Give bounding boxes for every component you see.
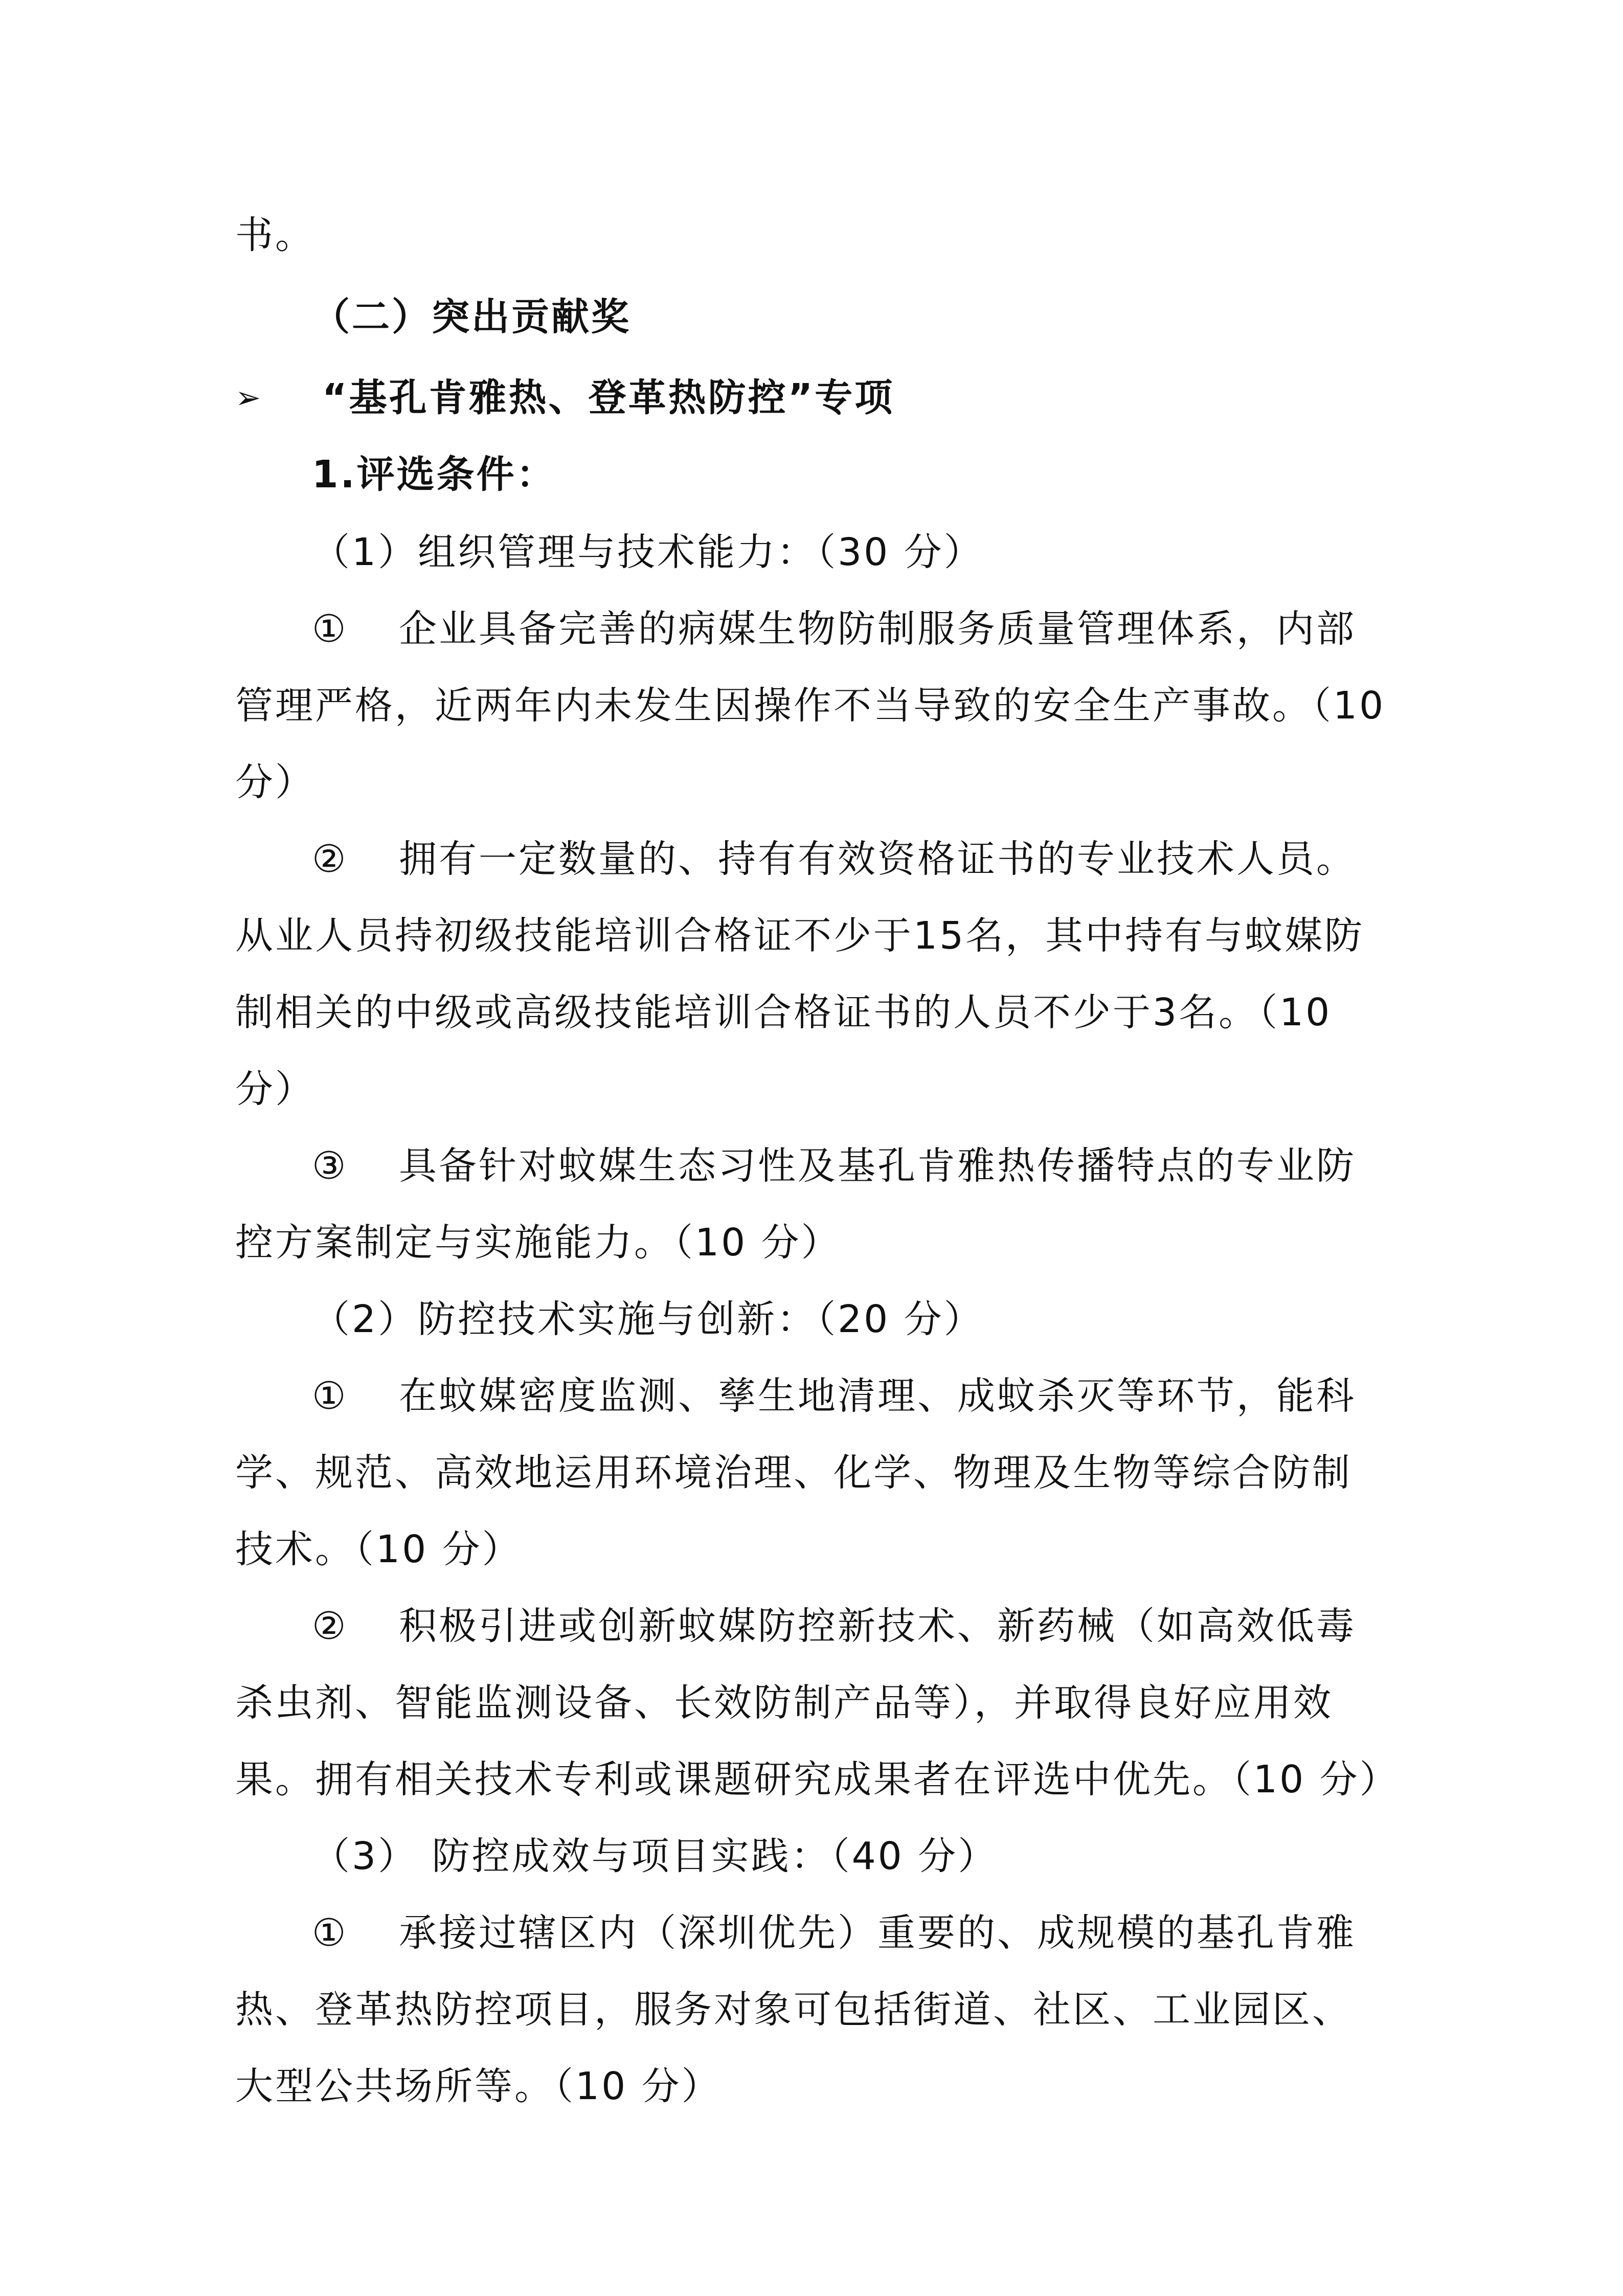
paragraph-text: 积极引进或创新蚊媒防控新技术、新药械（如高效低毒 — [399, 1604, 1356, 1648]
paragraph-line: 管理严格，近两年内未发生因操作不当导致的安全生产事故。（10 — [235, 684, 1386, 728]
paragraph-text: 具备针对蚊媒生态习性及基孔肯雅热传播特点的专业防 — [399, 1144, 1356, 1188]
paragraph-line: 制相关的中级或高级技能培训合格证书的人员不少于3名。（10 — [235, 991, 1332, 1034]
paragraph-line: 学、规范、高效地运用环境治理、化学、物理及生物等综合防制 — [235, 1451, 1352, 1495]
paragraph-line: 果。拥有相关技术专利或课题研究成果者在评选中优先。（10 分） — [235, 1758, 1400, 1802]
paragraph-text: 企业具备完善的病媒生物防制服务质量管理体系，内部 — [399, 607, 1356, 651]
criteria-item-heading: （2）防控技术实施与创新：（20 分） — [312, 1297, 984, 1341]
subsection-heading: “基孔肯雅热、登革热防控”专项 — [322, 376, 895, 420]
paragraph-line: 大型公共场所等。（10 分） — [235, 2064, 722, 2108]
paragraph-line: 从业人员持初级技能培训合格证不少于15名，其中持有与蚊媒防 — [235, 914, 1365, 958]
paragraph-text: 在蚊媒密度监测、孳生地清理、成蚊杀灭等环节，能科 — [399, 1374, 1356, 1418]
criteria-paragraph-line — [312, 1370, 1468, 1422]
criteria-paragraph-line — [312, 1140, 1468, 1191]
paragraph-line: 分） — [235, 760, 315, 804]
criteria-item-heading: （3） 防控成效与项目实践：（40 分） — [312, 1834, 998, 1878]
section-heading: （二）突出贡献奖 — [312, 295, 631, 339]
bullet-arrow-icon: ➢ — [235, 380, 261, 416]
text-line: 书。 — [235, 213, 315, 257]
paragraph-line: 技术。（10 分） — [235, 1527, 522, 1571]
paragraph-line: 分） — [235, 1067, 315, 1111]
paragraph-text: 承接过辖区内（深圳优先）重要的、成规模的基孔肯雅 — [399, 1911, 1356, 1955]
circled-number-marker: ② — [312, 1604, 348, 1648]
paragraph-line: 杀虫剂、智能监测设备、长效防制产品等），并取得良好应用效 — [235, 1681, 1333, 1725]
criteria-item-heading: （1）组织管理与技术能力：（30 分） — [312, 530, 984, 574]
criteria-paragraph-line — [312, 834, 1468, 885]
circled-number-marker: ① — [312, 607, 348, 651]
paragraph-text: 拥有一定数量的、持有有效资格证书的专业技术人员。 — [399, 837, 1356, 881]
circled-number-marker: ③ — [312, 1144, 348, 1188]
paragraph-line: 热、登革热防控项目，服务对象可包括街道、社区、工业园区、 — [235, 1988, 1352, 2032]
circled-number-marker: ② — [312, 837, 348, 881]
circled-number-marker: ① — [312, 1374, 348, 1418]
criteria-paragraph-line — [312, 1907, 1468, 1959]
criteria-paragraph-line — [312, 1601, 1468, 1652]
criteria-paragraph-line — [312, 603, 1468, 655]
criteria-heading: 1.评选条件： — [312, 453, 556, 497]
circled-number-marker: ① — [312, 1911, 348, 1955]
paragraph-line: 控方案制定与实施能力。（10 分） — [235, 1221, 841, 1265]
